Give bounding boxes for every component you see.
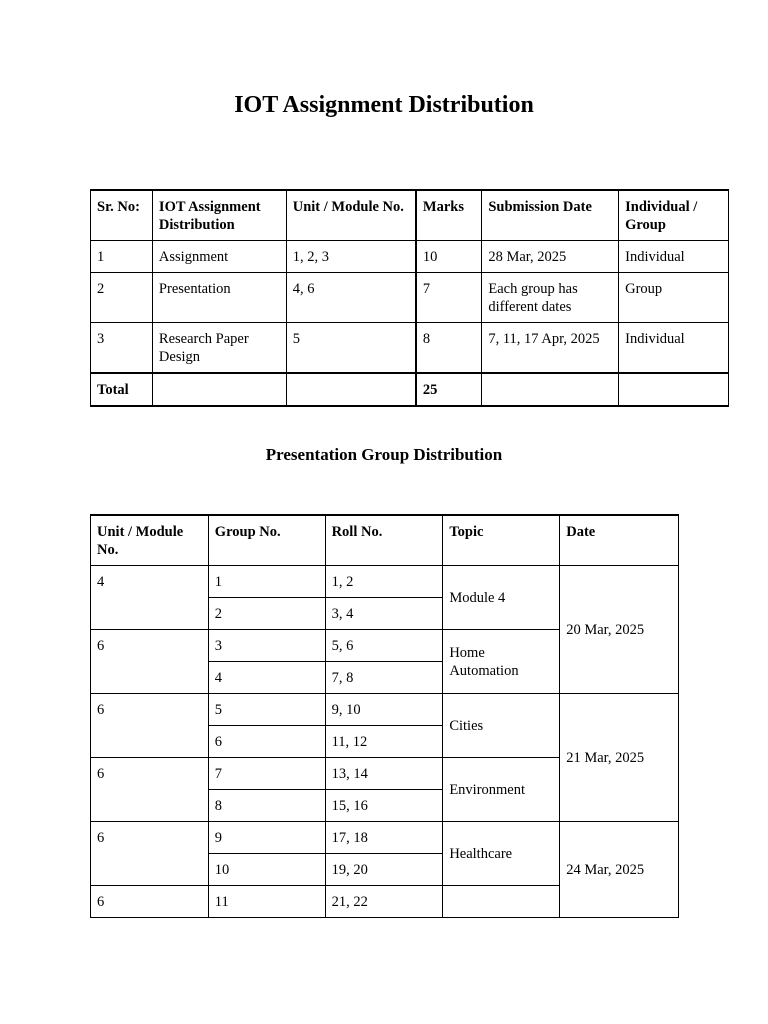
group-cell: 2 <box>208 598 325 630</box>
table-row <box>91 694 679 726</box>
date-cell: 20 Mar, 2025 <box>560 566 679 694</box>
group-cell: 7 <box>208 758 325 790</box>
unit-cell: 6 <box>91 758 209 822</box>
table-row <box>91 241 729 273</box>
table-cell: Presentation <box>152 273 286 323</box>
roll-cell: 21, 22 <box>325 886 443 918</box>
table-cell: 1 <box>91 241 153 273</box>
column-header: Unit / Module No. <box>286 190 416 241</box>
group-cell: 4 <box>208 662 325 694</box>
assignment-table <box>90 189 729 407</box>
table-cell <box>286 373 416 406</box>
roll-cell: 17, 18 <box>325 822 443 854</box>
table-cell: 28 Mar, 2025 <box>482 241 619 273</box>
unit-cell: 6 <box>91 822 209 886</box>
group-cell: 6 <box>208 726 325 758</box>
column-header: Marks <box>416 190 482 241</box>
unit-cell: 6 <box>91 694 209 758</box>
table-cell: Research Paper Design <box>152 323 286 374</box>
page-title: IOT Assignment Distribution <box>234 92 534 118</box>
group-cell: 10 <box>208 854 325 886</box>
date-cell: 24 Mar, 2025 <box>560 822 679 918</box>
column-header: Sr. No: <box>91 190 153 241</box>
table-row <box>91 822 679 854</box>
table-cell: 5 <box>286 323 416 374</box>
table-cell <box>619 373 729 406</box>
unit-cell: 4 <box>91 566 209 630</box>
table-cell <box>482 373 619 406</box>
table-cell: 8 <box>416 323 482 374</box>
topic-cell: Cities <box>443 694 560 758</box>
table-cell <box>152 373 286 406</box>
roll-cell: 11, 12 <box>325 726 443 758</box>
total-row <box>91 373 729 406</box>
topic-cell: Module 4 <box>443 566 560 630</box>
roll-cell: 19, 20 <box>325 854 443 886</box>
group-cell: 8 <box>208 790 325 822</box>
table-row <box>91 323 729 374</box>
unit-cell: 6 <box>91 630 209 694</box>
table-cell: 7 <box>416 273 482 323</box>
table-cell: Individual <box>619 241 729 273</box>
column-header: Roll No. <box>325 515 443 566</box>
table-cell: 4, 6 <box>286 273 416 323</box>
table-cell: Assignment <box>152 241 286 273</box>
group-cell: 5 <box>208 694 325 726</box>
roll-cell: 3, 4 <box>325 598 443 630</box>
group-cell: 1 <box>208 566 325 598</box>
group-cell: 3 <box>208 630 325 662</box>
date-cell: 21 Mar, 2025 <box>560 694 679 822</box>
topic-cell: Home Automation <box>443 630 560 694</box>
column-header: Group No. <box>208 515 325 566</box>
roll-cell: 9, 10 <box>325 694 443 726</box>
table-cell: Each group has different dates <box>482 273 619 323</box>
table-header-row <box>91 515 679 566</box>
group-distribution-table <box>90 514 679 918</box>
column-header: Submission Date <box>482 190 619 241</box>
column-header: IOT Assignment Distribution <box>152 190 286 241</box>
topic-cell: Environment <box>443 758 560 822</box>
topic-cell <box>443 886 560 918</box>
table-header-row <box>91 190 729 241</box>
table-row <box>91 273 729 323</box>
topic-cell: Healthcare <box>443 822 560 886</box>
table-cell: 10 <box>416 241 482 273</box>
table-cell: 7, 11, 17 Apr, 2025 <box>482 323 619 374</box>
roll-cell: 15, 16 <box>325 790 443 822</box>
roll-cell: 7, 8 <box>325 662 443 694</box>
table-cell: Individual <box>619 323 729 374</box>
table-row <box>91 566 679 598</box>
group-cell: 9 <box>208 822 325 854</box>
group-cell: 11 <box>208 886 325 918</box>
table-cell: 2 <box>91 273 153 323</box>
unit-cell: 6 <box>91 886 209 918</box>
column-header: Date <box>560 515 679 566</box>
section-title: Presentation Group Distribution <box>265 445 503 464</box>
roll-cell: 1, 2 <box>325 566 443 598</box>
table-cell: Group <box>619 273 729 323</box>
total-marks: 25 <box>416 373 482 406</box>
roll-cell: 13, 14 <box>325 758 443 790</box>
column-header: Topic <box>443 515 560 566</box>
roll-cell: 5, 6 <box>325 630 443 662</box>
column-header: Individual / Group <box>619 190 729 241</box>
table-cell: 1, 2, 3 <box>286 241 416 273</box>
total-label: Total <box>91 373 153 406</box>
table-cell: 3 <box>91 323 153 374</box>
column-header: Unit / Module No. <box>91 515 209 566</box>
